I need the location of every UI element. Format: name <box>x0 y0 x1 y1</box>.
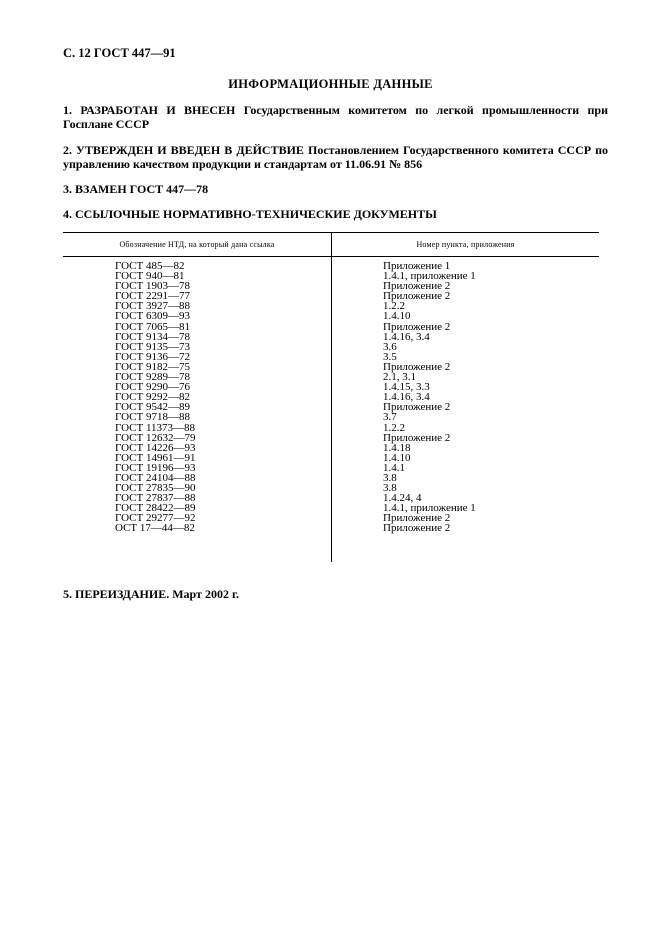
table-cell-ntd: ГОСТ 14961—91 <box>115 451 196 464</box>
table-cell-clause: 1.4.15, 3.3 <box>383 381 430 394</box>
table-header-ntd: Обозначение НТД, на который дана ссылка <box>119 240 275 249</box>
table-cell-ntd: ГОСТ 3927—88 <box>115 300 190 313</box>
info-item-2 <box>63 143 608 171</box>
table-cell-ntd: ГОСТ 485—82 <box>115 260 185 272</box>
table-cell-clause: 3.7 <box>383 411 397 424</box>
table-cell-ntd: ГОСТ 9134—78 <box>115 330 190 343</box>
table-header-clause: Номер пункта, приложения <box>416 240 515 249</box>
table-cell-ntd: ГОСТ 7065—81 <box>115 320 190 333</box>
table-cell-clause: 1.4.10 <box>383 451 411 464</box>
table-column-ntd <box>115 261 315 534</box>
table-cell-ntd: ГОСТ 9136—72 <box>115 350 190 363</box>
item-text: Постановлением Государственного комитета СССР по управлению качеством продукции и стандартам от 11.06.91 № 856 <box>63 143 609 171</box>
table-cell-ntd: ГОСТ 9290—76 <box>115 381 190 394</box>
table-cell-ntd: ГОСТ 6309—93 <box>115 310 190 323</box>
item-number: 5. <box>63 587 72 601</box>
table-cell-ntd: ГОСТ 24104—88 <box>115 471 196 484</box>
table-cell-ntd: ГОСТ 2291—77 <box>115 290 190 303</box>
table-cell-ntd: ГОСТ 27835—90 <box>115 482 196 495</box>
table-cell-clause: 1.4.24, 4 <box>383 492 422 505</box>
item-text: Март 2002 г. <box>172 587 240 601</box>
table-cell-clause: 1.4.16, 3.4 <box>383 330 430 343</box>
table-cell-ntd: ГОСТ 9135—73 <box>115 340 190 353</box>
table-cell-clause: Приложение 2 <box>383 522 451 535</box>
item-lead: ВЗАМЕН ГОСТ 447—78 <box>75 182 209 196</box>
table-cell-clause: 1.4.16, 3.4 <box>383 391 430 404</box>
item-lead: ССЫЛОЧНЫЕ НОРМАТИВНО-ТЕХНИЧЕСКИЕ ДОКУМЕНТЫ <box>75 207 437 221</box>
item-number: 1. <box>63 103 72 117</box>
table-column-clause <box>383 261 593 534</box>
info-item-1 <box>63 103 608 131</box>
table-cell-ntd: ГОСТ 11373—88 <box>115 421 196 434</box>
item-lead: ПЕРЕИЗДАНИЕ. <box>75 587 170 601</box>
table-cell-clause: 1.4.1, приложение 1 <box>383 270 476 283</box>
info-item-5 <box>63 587 608 601</box>
table-cell-clause: 3.6 <box>383 340 397 353</box>
table-cell-ntd: ГОСТ 940—81 <box>115 270 185 283</box>
table-cell-clause: Приложение 2 <box>383 290 451 303</box>
table-cell-ntd: ГОСТ 19196—93 <box>115 461 196 474</box>
item-text: Государственным комитетом по легкой промышленности при Госплане СССР <box>63 103 609 131</box>
item-lead: РАЗРАБОТАН И ВНЕСЕН <box>80 103 236 117</box>
table-cell-clause: Приложение 2 <box>383 280 451 293</box>
table-cell-clause: Приложение 2 <box>383 512 451 525</box>
table-cell-ntd: ГОСТ 12632—79 <box>115 431 196 444</box>
table-cell-ntd: ГОСТ 9182—75 <box>115 360 190 373</box>
item-number: 3. <box>63 182 72 196</box>
table-cell-clause: 1.2.2 <box>383 300 405 313</box>
section-title: ИНФОРМАЦИОННЫЕ ДАННЫЕ <box>228 77 433 91</box>
table-cell-clause: Приложение 2 <box>383 320 451 333</box>
table-cell-ntd: ГОСТ 9718—88 <box>115 411 190 424</box>
table-cell-clause: 1.4.18 <box>383 441 411 454</box>
table-cell-clause: 3.8 <box>383 471 397 484</box>
table-cell-clause: Приложение 2 <box>383 431 451 444</box>
table-cell-ntd: ГОСТ 29277—92 <box>115 512 196 525</box>
page-header: С. 12 ГОСТ 447—91 <box>63 46 176 60</box>
table-cell-ntd: ГОСТ 27837—88 <box>115 492 196 505</box>
table-cell-clause: 1.4.10 <box>383 310 411 323</box>
info-item-3 <box>63 182 608 196</box>
table-cell-clause: 2.1, 3.1 <box>383 371 416 384</box>
item-lead: УТВЕРЖДЕН И ВВЕДЕН В ДЕЙСТВИЕ <box>76 143 304 157</box>
table-cell-ntd: ГОСТ 9289—78 <box>115 371 190 384</box>
table-column-divider <box>331 232 332 562</box>
table-cell-clause: Приложение 1 <box>383 260 451 272</box>
table-cell-clause: 1.2.2 <box>383 421 405 434</box>
table-cell-clause: Приложение 2 <box>383 401 451 414</box>
item-number: 2. <box>63 143 72 157</box>
table-cell-ntd: ОСТ 17—44—82 <box>115 522 195 535</box>
table-cell-ntd: ГОСТ 28422—89 <box>115 502 196 515</box>
table-cell-clause: 3.5 <box>383 350 397 363</box>
table-cell-ntd: ГОСТ 1903—78 <box>115 280 190 293</box>
table-cell-clause: 1.4.1 <box>383 461 405 474</box>
table-cell-clause: 3.8 <box>383 482 397 495</box>
info-item-4 <box>63 207 608 221</box>
table-cell-ntd: ГОСТ 14226—93 <box>115 441 196 454</box>
table-cell-ntd: ГОСТ 9292—82 <box>115 391 190 404</box>
table-cell-clause: Приложение 2 <box>383 360 451 373</box>
table-cell-ntd: ГОСТ 9542—89 <box>115 401 190 414</box>
table-cell-clause: 1.4.1, приложение 1 <box>383 502 476 515</box>
item-number: 4. <box>63 207 72 221</box>
